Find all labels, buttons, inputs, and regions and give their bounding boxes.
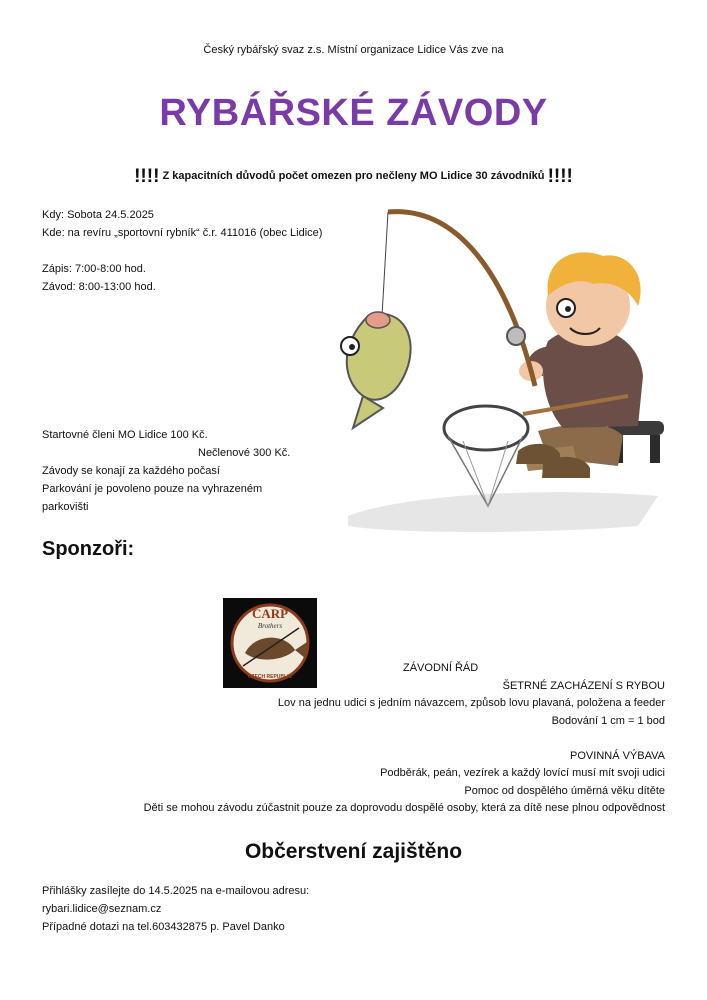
rules-line-1: ŠETRNÉ ZACHÁZENÍ S RYBOU xyxy=(502,679,665,692)
logo-country: CZECH REPUBLIC xyxy=(247,674,293,680)
rules-line-3: Bodování 1 cm = 1 bod xyxy=(551,714,665,727)
capacity-notice xyxy=(0,166,707,188)
weather-note: Závody se konají za každého počasí xyxy=(42,465,220,477)
notice-exclamation-right: !!!! xyxy=(547,166,573,187)
fisherman-cartoon-icon xyxy=(338,196,668,536)
logo-subtitle: Brothers xyxy=(257,622,283,630)
event-race-time: Závod: 8:00-13:00 hod. xyxy=(42,281,156,293)
notice-exclamation-left: !!!! xyxy=(134,166,160,187)
refreshments-note: Občerstvení zajištěno xyxy=(244,840,463,863)
fees-info xyxy=(42,426,290,516)
contact-email[interactable]: rybari.lidice@seznam.cz xyxy=(42,903,162,915)
contact-line-1: Přihlášky zasílejte do 14.5.2025 na e-mailovou adresu: xyxy=(42,885,310,897)
equipment-heading: POVINNÁ VÝBAVA xyxy=(570,749,665,762)
equipment-line-2: Pomoc od dospělého úměrná věku dítěte xyxy=(464,784,665,797)
fee-members: Startovné členi MO Lidice 100 Kč. xyxy=(42,429,208,441)
logo-title: CARP xyxy=(251,606,289,621)
event-registration: Zápis: 7:00-8:00 hod. xyxy=(42,263,146,275)
page-title: RYBÁŘSKÉ ZÁVODY xyxy=(159,92,548,134)
contact-line-3: Případné dotazi na tel.603432875 p. Pavel Danko xyxy=(42,921,285,933)
event-when: Kdy: Sobota 24.5.2025 xyxy=(42,209,154,221)
parking-note-1: Parkování je povoleno pouze na vyhrazeném xyxy=(42,483,263,495)
fee-non-members: Nečlenové 300 Kč. xyxy=(198,447,291,459)
parking-note-2: parkovišti xyxy=(42,501,89,513)
equipment-line-3: Děti se mohou závodu zúčastnit pouze za doprovodu dospělé osoby, která za dítě nese plnou odpovědnost xyxy=(143,802,665,814)
rules-line-2: Lov na jednu udici s jedním návazcem, způsob lovu plavaná, položena a feeder xyxy=(277,697,665,709)
event-details xyxy=(42,206,322,296)
notice-text: Z kapacitních důvodů počet omezen pro nečleny MO Lidice 30 závodníků xyxy=(162,170,545,182)
contact-info xyxy=(42,882,309,936)
sponsors-heading: Sponzoři: xyxy=(42,538,135,560)
rules-heading: ZÁVODNÍ ŘÁD xyxy=(403,662,479,674)
equipment-line-1: Podběrák, peán, vezírek a každý lovící musí mít svoji udici xyxy=(380,767,665,779)
event-where: Kde: na revíru „sportovní rybník“ č.r. 411016 (obec Lidice) xyxy=(42,227,323,239)
organizer-line: Český rybářský svaz z.s. Místní organizace Lidice Vás zve na xyxy=(203,44,504,56)
race-rules xyxy=(144,660,665,818)
